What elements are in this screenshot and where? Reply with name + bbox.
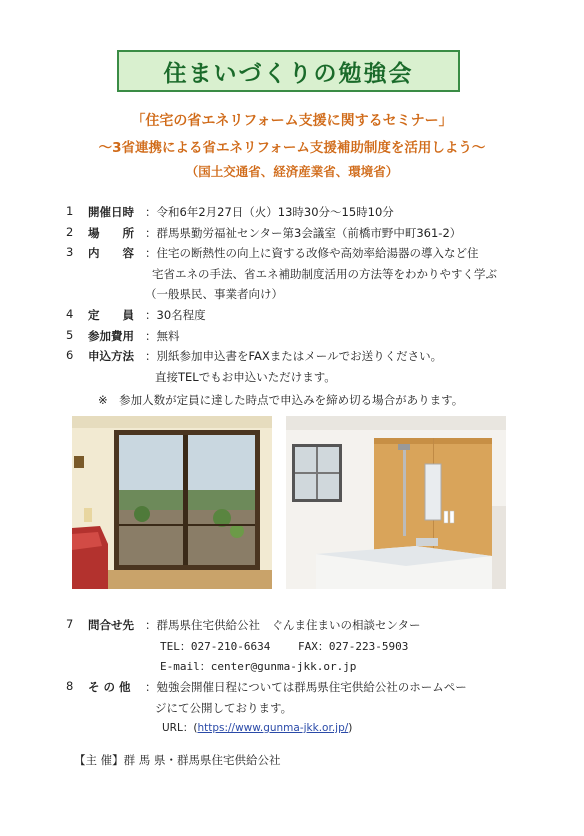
item-number: 1 (66, 204, 74, 218)
item-value: ：別紙参加申込書をFAXまたはメールでお送りください。 (145, 349, 443, 363)
item-value: ：勉強会開催日程については群馬県住宅供給公社のホームペー (145, 680, 467, 694)
item-label: 開催日時 (88, 205, 134, 219)
contact-tel: TEL：027-210-6634 (160, 640, 271, 653)
item-value-line2: 宅省エネの手法、省エネ補助制度活用の方法等をわかりやすく学ぶ (152, 267, 497, 281)
item-label: 内 容 (88, 246, 134, 260)
bathroom-photo (286, 416, 506, 589)
item-label: 定 員 (88, 308, 134, 322)
ministries: （国土交通省、経済産業省、環境省） (185, 164, 399, 179)
url-suffix: ) (348, 722, 353, 734)
item-number: 5 (66, 328, 74, 342)
item-label: 問合せ先 (88, 618, 134, 632)
contact-email[interactable]: E-mail：center@gunma-jkk.or.jp (160, 660, 357, 673)
contact-org: ：群馬県住宅供給公社 ぐんま住まいの相談センター (145, 618, 421, 632)
item-number: 8 (66, 679, 74, 693)
contact-fax: FAX：027-223-5903 (298, 640, 409, 653)
item-value-line2: 直接TELでもお申込いただけます。 (155, 370, 336, 384)
item-value-line2: ジにて公開しております。 (155, 701, 293, 715)
item-label: 参加費用 (88, 329, 134, 343)
title-box (117, 50, 460, 92)
seminar-title: 「住宅の省エネリフォーム支援に関するセミナー」 (131, 113, 453, 129)
url-line (162, 720, 352, 735)
item-number: 7 (66, 617, 74, 631)
url-prefix: URL：( (162, 722, 198, 734)
item-label: 場 所 (88, 226, 134, 240)
item-value: ：無料 (145, 329, 180, 343)
homepage-link[interactable]: https://www.gunma-jkk.or.jp/ (197, 722, 349, 734)
item-label: 申込方法 (88, 349, 134, 363)
seminar-subtitle: ～3省連携による省エネリフォーム支援補助制度を活用しよう～ (98, 140, 486, 156)
item-number: 2 (66, 225, 74, 239)
item-value: ：令和6年2月27日（火）13時30分～15時10分 (145, 205, 394, 219)
item-value-line3: （一般県民、事業者向け） (145, 287, 283, 301)
item-value: ：住宅の断熱性の向上に資する改修や高効率給湯器の導入など住 (145, 246, 479, 260)
item-value: ：群馬県勤労福祉センター第3会議室（前橋市野中町361-2） (145, 226, 462, 240)
item-number: 4 (66, 307, 74, 321)
organizer: 【主 催】群 馬 県・群馬県住宅供給公社 (74, 753, 281, 767)
item-label: そ の 他 (88, 680, 131, 694)
item-number: 6 (66, 348, 74, 362)
capacity-note: ※ 参加人数が定員に達した時点で申込みを締め切る場合があります。 (98, 393, 464, 407)
item-number: 3 (66, 245, 74, 259)
page-title: 住まいづくりの勉強会 (163, 60, 414, 87)
item-value: ：30名程度 (145, 308, 206, 322)
room-photo (72, 416, 272, 589)
